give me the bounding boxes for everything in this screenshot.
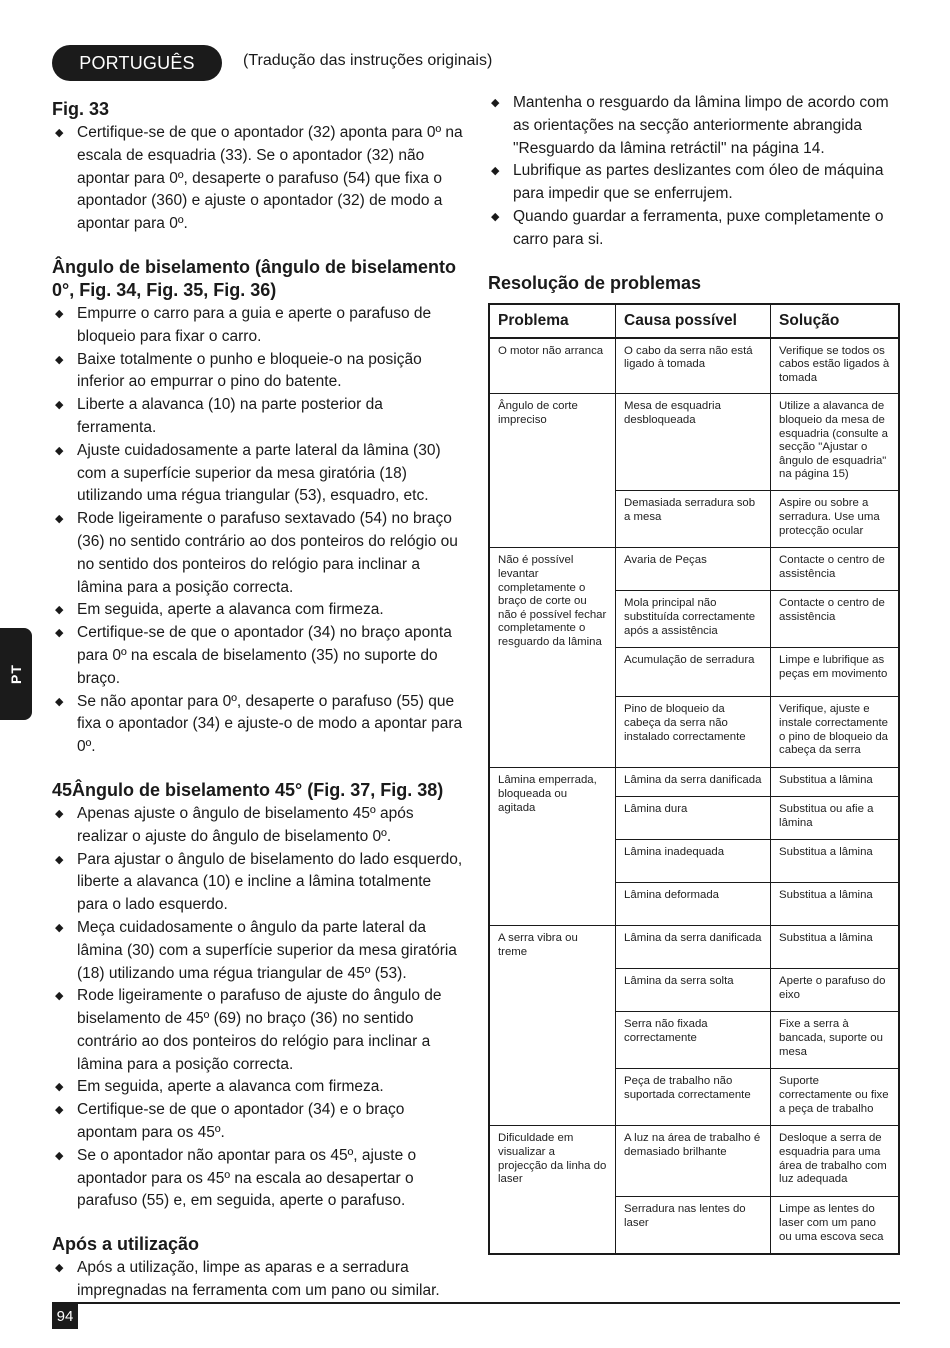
section bbox=[52, 779, 464, 1213]
header-solution: Solução bbox=[771, 304, 899, 338]
diamond-bullet-icon: ◆ bbox=[55, 604, 64, 617]
cause-cell: Serradura nas lentes do laser bbox=[616, 1197, 771, 1255]
language-label: PORTUGUÊS bbox=[79, 52, 195, 73]
solution-cell: Utilize a alavanca de bloqueio da mesa de esquadria (consulte a secção "Ajustar o ângulo de esquadria" na página 15) bbox=[771, 394, 899, 491]
solution-cell: Fixe a serra à bancada, suporte ou mesa bbox=[771, 1012, 899, 1069]
bullet-text: Lubrifique as partes deslizantes com óleo de máquina para impedir que se enferrujem. bbox=[513, 162, 884, 203]
section bbox=[52, 1233, 464, 1303]
translation-note: (Tradução das instruções originais) bbox=[243, 52, 493, 69]
cause-cell: Peça de trabalho não suportada correctamente bbox=[616, 1069, 771, 1126]
side-tab-label: PT bbox=[7, 664, 24, 684]
bullet-text: Rode ligeiramente o parafuso de ajuste do ângulo de biselamento de 45º (69) no braço (36) no sentido contrário ao dos ponteiros do relógio para inclinar a lâmina para a posição correcta. bbox=[77, 987, 442, 1073]
bullet-text: Em seguida, aperte a alavanca com firmeza. bbox=[77, 601, 384, 619]
problem-cell: Dificuldade em visualizar a projecção da linha do laser bbox=[489, 1126, 616, 1255]
diamond-bullet-icon: ◆ bbox=[55, 1149, 64, 1162]
diamond-bullet-icon: ◆ bbox=[55, 353, 64, 366]
page-number: 94 bbox=[52, 1304, 78, 1329]
header-problem: Problema bbox=[489, 304, 616, 338]
bullet-item bbox=[52, 691, 464, 759]
bullet-text: Quando guardar a ferramenta, puxe completamente o carro para si. bbox=[513, 207, 884, 248]
solution-cell: Limpe as lentes do laser com um pano ou uma escova seca bbox=[771, 1197, 899, 1255]
diamond-bullet-icon: ◆ bbox=[55, 627, 64, 640]
bullet-text: Empurre o carro para a guia e aperte o parafuso de bloqueio para fixar o carro. bbox=[77, 304, 432, 345]
diamond-bullet-icon: ◆ bbox=[55, 399, 64, 412]
solution-cell: Aperte o parafuso do eixo bbox=[771, 969, 899, 1012]
diamond-bullet-icon: ◆ bbox=[491, 165, 500, 178]
cause-cell: O cabo da serra não está ligado à tomada bbox=[616, 338, 771, 394]
diamond-bullet-icon: ◆ bbox=[55, 695, 64, 708]
solution-cell: Verifique se todos os cabos estão ligados à tomada bbox=[771, 338, 899, 394]
bullet-item bbox=[52, 508, 464, 599]
bullet-item bbox=[488, 206, 900, 252]
solution-cell: Desloque a serra de esquadria para uma área de trabalho com luz adequada bbox=[771, 1126, 899, 1197]
bullet-item bbox=[52, 349, 464, 395]
diamond-bullet-icon: ◆ bbox=[55, 444, 64, 457]
diamond-bullet-icon: ◆ bbox=[55, 1104, 64, 1117]
bullet-item bbox=[488, 160, 900, 206]
language-badge bbox=[52, 45, 222, 81]
bullet-list bbox=[52, 803, 464, 1213]
bullet-text: Certifique-se de que o apontador (34) e o braço apontam para os 45º. bbox=[77, 1101, 405, 1142]
bullet-item bbox=[52, 394, 464, 440]
problem-cell: O motor não arranca bbox=[489, 338, 616, 394]
table-header-row bbox=[489, 304, 899, 338]
solution-cell: Contacte o centro de assistência bbox=[771, 591, 899, 648]
cause-cell: Acumulação de serradura bbox=[616, 648, 771, 697]
header-cause: Causa possível bbox=[616, 304, 771, 338]
bullet-list bbox=[52, 122, 464, 236]
cause-cell: Mesa de esquadria desbloqueada bbox=[616, 394, 771, 491]
bullet-text: Se não apontar para 0º, desaperte o parafuso (55) que fixa o apontador (34) e ajuste-o de modo a apontar para 0º. bbox=[77, 692, 463, 756]
table-row bbox=[489, 548, 899, 591]
diamond-bullet-icon: ◆ bbox=[55, 921, 64, 934]
solution-cell: Substitua a lâmina bbox=[771, 768, 899, 797]
diamond-bullet-icon: ◆ bbox=[55, 1081, 64, 1094]
cause-cell: Lâmina da serra danificada bbox=[616, 926, 771, 969]
solution-cell: Substitua ou afie a lâmina bbox=[771, 797, 899, 840]
bullet-text: Apenas ajuste o ângulo de biselamento 45º após realizar o ajuste do ângulo de biselamento 0º. bbox=[77, 804, 414, 845]
section-heading: 45Ângulo de biselamento 45° (Fig. 37, Fig. 38) bbox=[52, 779, 444, 800]
table-row bbox=[489, 926, 899, 969]
problem-cell: A serra vibra ou treme bbox=[489, 926, 616, 1126]
bullet-text: Para ajustar o ângulo de biselamento do lado esquerdo, liberte a alavanca (10) e incline a lâmina totalmente para o lado esquerdo. bbox=[77, 850, 463, 914]
section-heading: Fig. 33 bbox=[52, 99, 110, 119]
cause-cell: Avaria de Peças bbox=[616, 548, 771, 591]
bullet-text: Se o apontador não apontar para os 45º, ajuste o apontador para os 45º na escala ao desapertar o parafuso (55) e, em seguida, aperte o parafuso. bbox=[77, 1146, 417, 1210]
bullet-text: Certifique-se de que o apontador (32) aponta para 0º na escala de esquadria (33). Se o apontador (32) não apontar para 0º, desaperte o parafuso (54) que fixa o apontador (360) e ajuste o apontador (32) de modo a apontar para 0º. bbox=[77, 124, 463, 233]
cause-cell: Mola principal não substituída correctamente após a assistência bbox=[616, 591, 771, 648]
solution-cell: Substitua a lâmina bbox=[771, 926, 899, 969]
troubleshooting-table bbox=[488, 303, 900, 1256]
bullet-text: Rode ligeiramente o parafuso sextavado (54) no braço (36) no sentido contrário ao dos ponteiros do relógio ou no sentido dos ponteiros do relógio para inclinar a lâmina para a posição correcta. bbox=[77, 510, 458, 596]
footer-rule bbox=[52, 1302, 900, 1304]
diamond-bullet-icon: ◆ bbox=[55, 853, 64, 866]
bullet-text: Ajuste cuidadosamente a parte lateral da lâmina (30) com a superfície superior da mesa giratória (18) utilizando uma régua triangular (53), esquadro, etc. bbox=[77, 441, 441, 505]
bullet-text: Certifique-se de que o apontador (34) no braço aponta para 0º na escala de biselamento (35) no suporte do braço. bbox=[77, 624, 452, 687]
bullet-item bbox=[52, 1145, 464, 1213]
table-row bbox=[489, 338, 899, 394]
bullet-item bbox=[52, 917, 464, 985]
diamond-bullet-icon: ◆ bbox=[55, 1262, 64, 1275]
problem-cell: Lâmina emperrada, bloqueada ou agitada bbox=[489, 768, 616, 926]
diamond-bullet-icon: ◆ bbox=[491, 97, 500, 109]
solution-cell: Limpe e lubrifique as peças em movimento bbox=[771, 648, 899, 697]
section bbox=[52, 98, 464, 236]
diamond-bullet-icon: ◆ bbox=[55, 127, 64, 139]
diamond-bullet-icon: ◆ bbox=[55, 807, 64, 820]
bullet-item bbox=[52, 599, 464, 622]
bullet-text: Mantenha o resguardo da lâmina limpo de acordo com as orientações na secção anteriormente abrangida "Resguardo da lâmina retráctil" na página 14. bbox=[513, 94, 889, 157]
bullet-item bbox=[52, 985, 464, 1076]
bullet-item bbox=[52, 1257, 464, 1303]
bullet-item bbox=[52, 622, 464, 690]
maintenance-bullet-list bbox=[488, 92, 900, 252]
table-row bbox=[489, 768, 899, 797]
diamond-bullet-icon: ◆ bbox=[55, 990, 64, 1003]
section-heading: Ângulo de biselamento (ângulo de biselamento 0°, Fig. 34, Fig. 35, Fig. 36) bbox=[52, 256, 457, 300]
cause-cell: Lâmina da serra solta bbox=[616, 969, 771, 1012]
diamond-bullet-icon: ◆ bbox=[55, 513, 64, 526]
solution-cell: Aspire ou sobre a serradura. Use uma protecção ocular bbox=[771, 491, 899, 548]
bullet-item bbox=[52, 803, 464, 849]
bullet-text: Após a utilização, limpe as aparas e a serradura impregnadas na ferramenta com um pano ou similar. bbox=[77, 1259, 440, 1300]
language-side-tab bbox=[0, 628, 32, 720]
solution-cell: Contacte o centro de assistência bbox=[771, 548, 899, 591]
cause-cell: A luz na área de trabalho é demasiado brilhante bbox=[616, 1126, 771, 1197]
cause-cell: Lâmina inadequada bbox=[616, 840, 771, 883]
bullet-text: Baixe totalmente o punho e bloqueie-o na posição inferior ao empurrar o pino do batente. bbox=[77, 350, 422, 391]
section bbox=[52, 256, 464, 759]
bullet-text: Liberte a alavanca (10) na parte posterior da ferramenta. bbox=[77, 396, 383, 436]
bullet-list bbox=[52, 303, 464, 759]
table-row bbox=[489, 394, 899, 491]
bullet-item bbox=[52, 849, 464, 917]
bullet-item bbox=[52, 1099, 464, 1145]
problem-cell: Ângulo de corte impreciso bbox=[489, 394, 616, 548]
table-row bbox=[489, 1126, 899, 1197]
left-column bbox=[52, 98, 464, 1315]
cause-cell: Lâmina da serra danificada bbox=[616, 768, 771, 797]
cause-cell: Lâmina deformada bbox=[616, 883, 771, 926]
diamond-bullet-icon: ◆ bbox=[55, 307, 64, 320]
cause-cell: Pino de bloqueio da cabeça da serra não instalado correctamente bbox=[616, 697, 771, 768]
bullet-item bbox=[52, 1076, 464, 1099]
cause-cell: Demasiada serradura sob a mesa bbox=[616, 491, 771, 548]
bullet-list bbox=[52, 1257, 464, 1303]
bullet-item bbox=[52, 122, 464, 236]
bullet-item bbox=[52, 440, 464, 508]
solution-cell: Suporte correctamente ou fixe a peça de trabalho bbox=[771, 1069, 899, 1126]
right-column bbox=[488, 92, 900, 1255]
solution-cell: Substitua a lâmina bbox=[771, 883, 899, 926]
troubleshooting-heading: Resolução de problemas bbox=[488, 272, 702, 293]
bullet-text: Meça cuidadosamente o ângulo da parte lateral da lâmina (30) com a superfície superior da mesa giratória (18) utilizando uma régua triangular de 45º (53). bbox=[77, 918, 457, 982]
section-heading: Após a utilização bbox=[52, 1234, 200, 1255]
bullet-text: Em seguida, aperte a alavanca com firmeza. bbox=[77, 1078, 384, 1096]
bullet-item bbox=[52, 303, 464, 349]
diamond-bullet-icon: ◆ bbox=[491, 210, 500, 223]
cause-cell: Lâmina dura bbox=[616, 797, 771, 840]
solution-cell: Substitua a lâmina bbox=[771, 840, 899, 883]
bullet-item bbox=[488, 92, 900, 160]
problem-cell: Não é possível levantar completamente o braço de corte ou não é possível fechar completamente o resguardo da lâmina bbox=[489, 548, 616, 768]
solution-cell: Verifique, ajuste e instale correctamente o pino de bloqueio da cabeça da serra bbox=[771, 697, 899, 768]
cause-cell: Serra não fixada correctamente bbox=[616, 1012, 771, 1069]
